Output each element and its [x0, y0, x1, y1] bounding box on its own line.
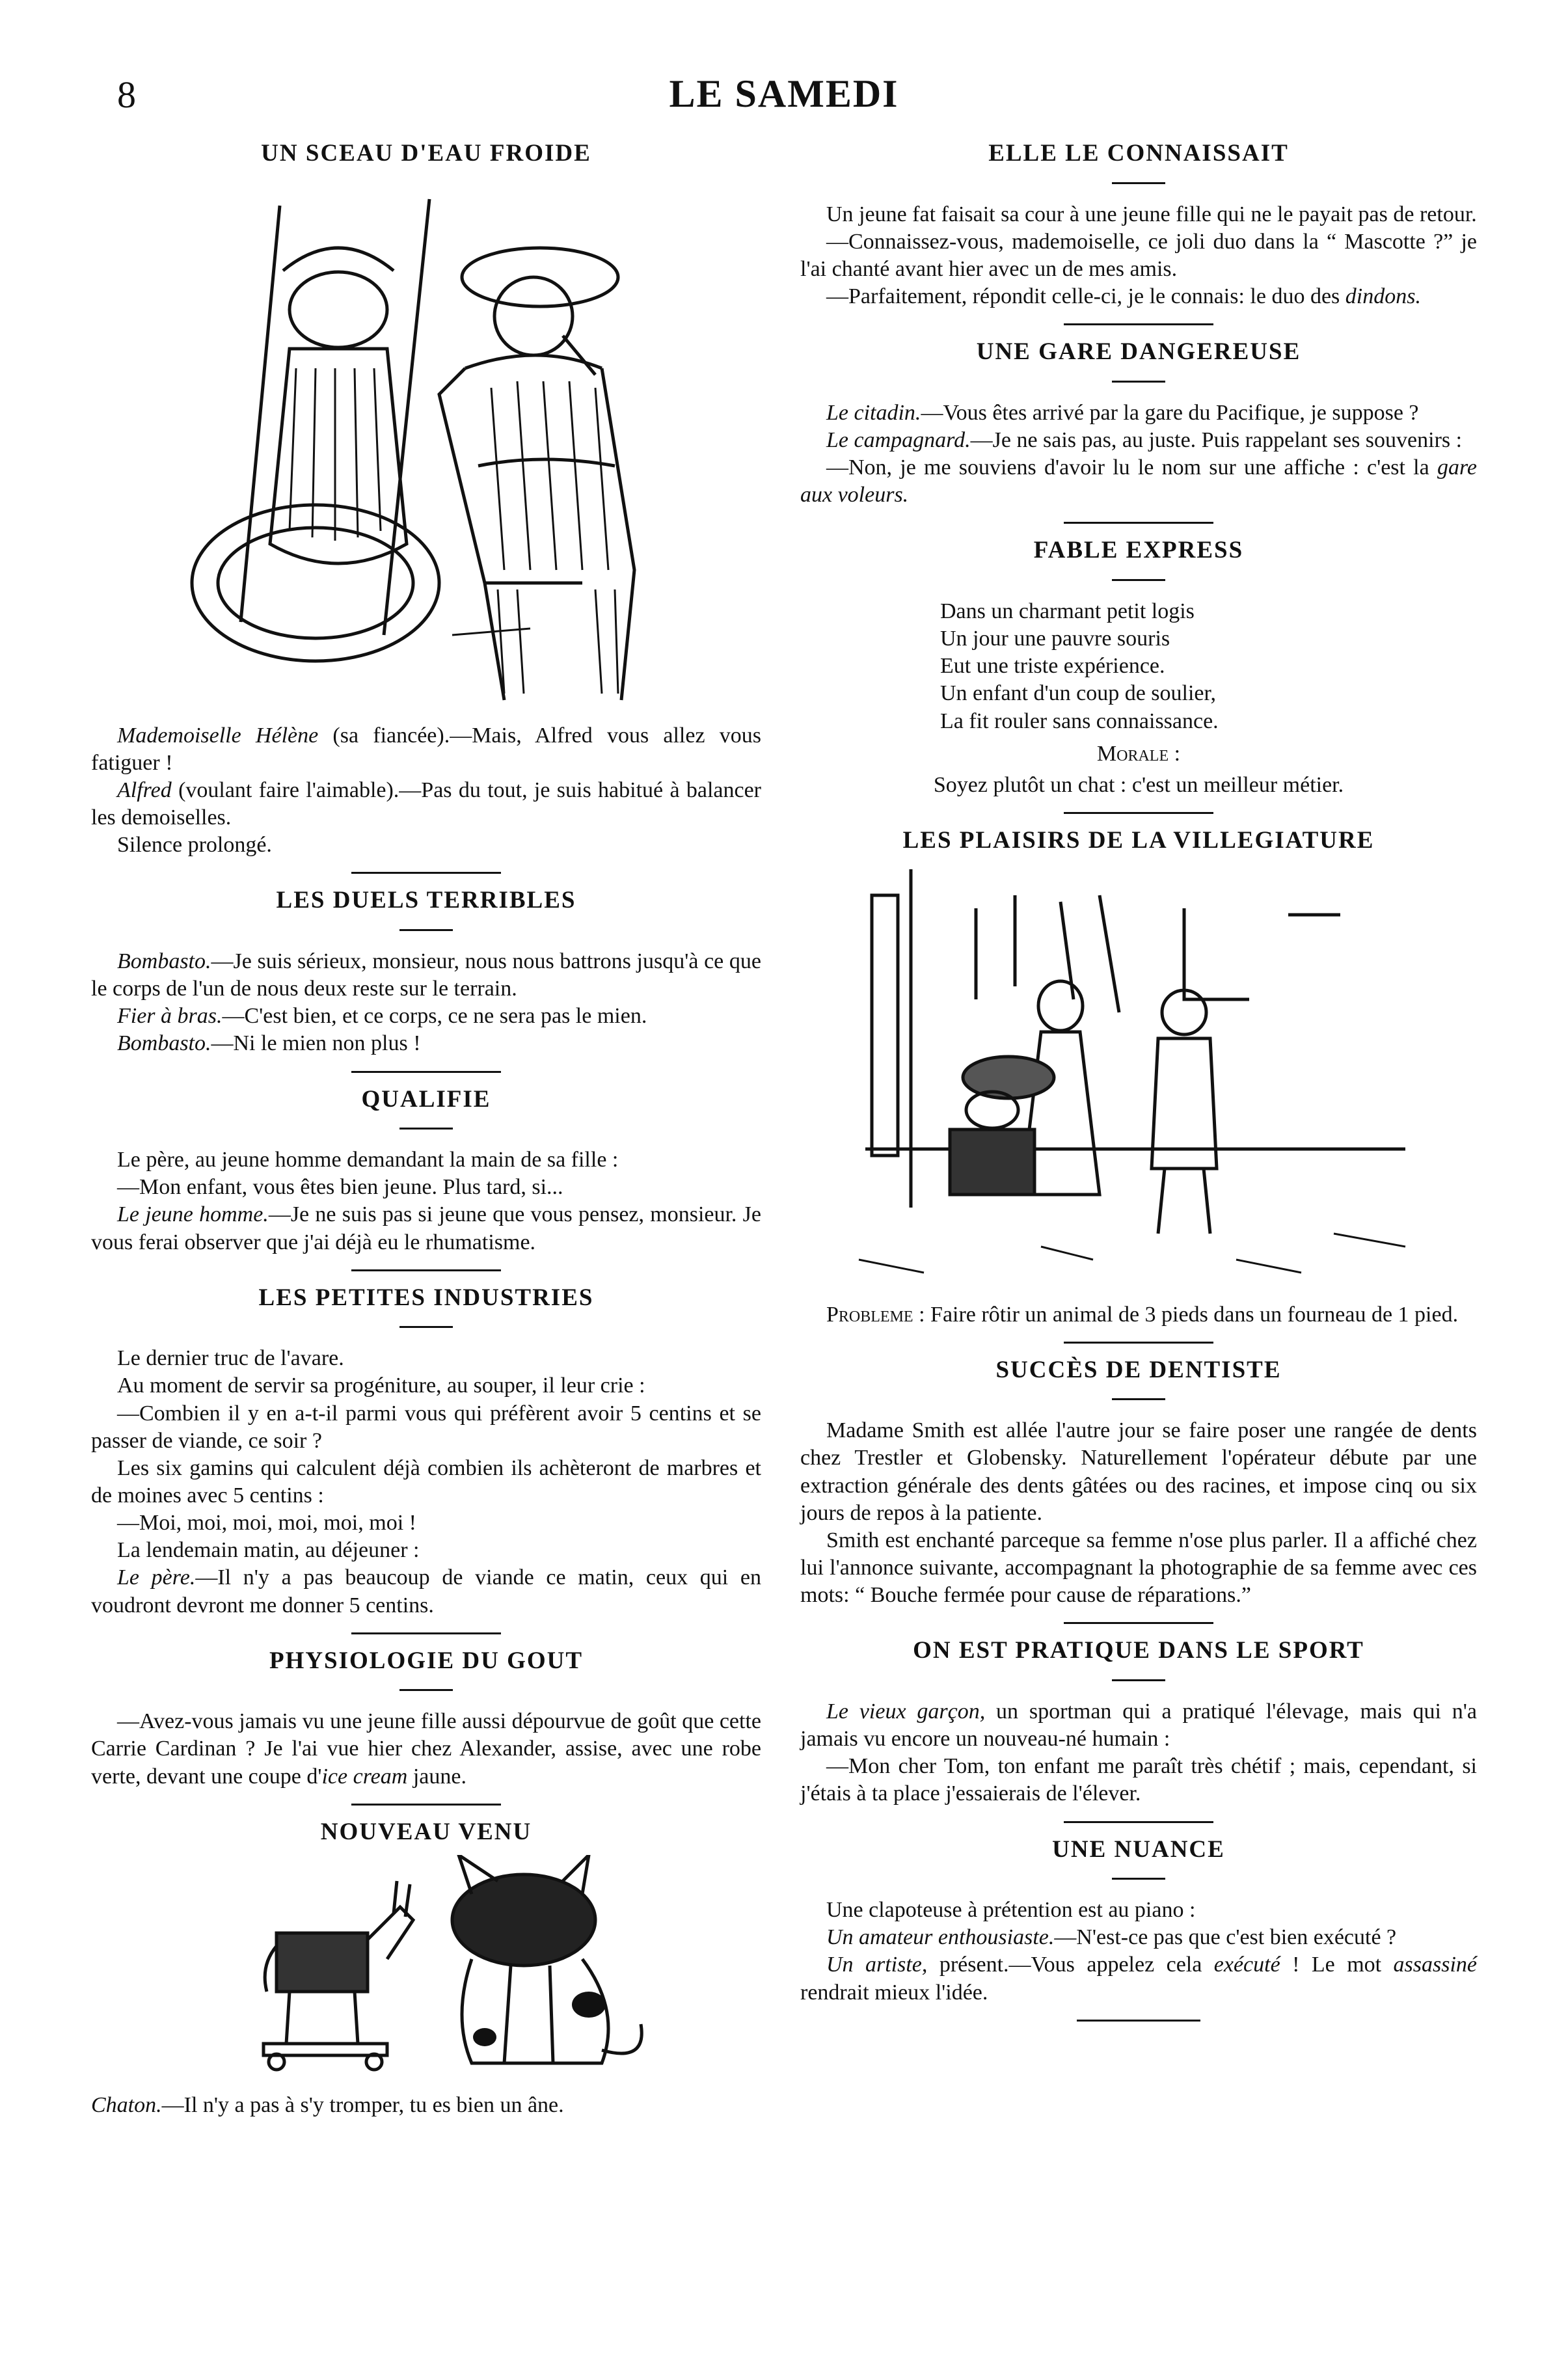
- section-separator: [1064, 1342, 1213, 1344]
- title-rule: [1112, 1878, 1165, 1880]
- dialogue-line: —Connaissez-vous, mademoiselle, ce joli duo dans la “ Mascotte ?” je l'ai chanté avant hier avec un de mes amis.: [800, 229, 1477, 281]
- section-title: QUALIFIE: [361, 1085, 491, 1113]
- caption: Probleme : Faire rôtir un animal de 3 pieds dans un fourneau de 1 pied.: [826, 1302, 1459, 1327]
- kitchen-illustration: [800, 869, 1477, 1292]
- section-title: SUCCÈS DE DENTISTE: [995, 1356, 1282, 1383]
- section-title: ON EST PRATIQUE DANS LE SPORT: [913, 1637, 1364, 1664]
- section-separator: [1064, 1622, 1213, 1624]
- narration-line: Les six gamins qui calculent déjà combien ils achèteront de marbres et de moines avec 5 centins :: [91, 1455, 761, 1508]
- narration-line: Silence prolongé.: [117, 833, 272, 858]
- dialogue-line: Alfred (voulant faire l'aimable).—Pas du tout, je suis habitué à balancer les demoiselles.: [91, 778, 761, 830]
- kitchen-drawing: [846, 869, 1431, 1292]
- dialogue-line: Le jeune homme.—Je ne suis pas si jeune que vous pensez, monsieur. Je vous ferai observer que j'ai déjà eu le rhumatisme.: [91, 1202, 761, 1254]
- morale-text: Soyez plutôt un chat : c'est un meilleur métier.: [933, 772, 1344, 797]
- verse-line: Eut une triste expérience.: [940, 654, 1165, 679]
- title-rule: [399, 1326, 453, 1328]
- dialogue-line: Bombasto.—Ni le mien non plus !: [117, 1031, 421, 1056]
- section-separator: [351, 1804, 501, 1806]
- title-rule: [1112, 381, 1165, 383]
- title-rule: [1112, 182, 1165, 184]
- verse-line: Dans un charmant petit logis: [940, 599, 1195, 623]
- fable-verses: [940, 598, 1477, 735]
- section-separator: [351, 1632, 501, 1634]
- dialogue-line: Fier à bras.—C'est bien, et ce corps, ce ne sera pas le mien.: [117, 1004, 647, 1029]
- narration-line: Smith est enchanté parceque sa femme n'ose plus parler. Il a affiché chez lui l'annonce suivante, accompagnant la photographie de sa femme avec ces mots: “ Bouche fermée pour cause de réparations.”: [800, 1528, 1477, 1608]
- dialogue-line: Bombasto.—Je suis sérieux, monsieur, nous nous battrons jusqu'à ce que le corps de l'un de nous deux reste sur le terrain.: [91, 949, 761, 1001]
- title-rule: [1112, 579, 1165, 581]
- dialogue-line: Un amateur enthousiaste.—N'est-ce pas que c'est bien exécuté ?: [826, 1925, 1397, 1950]
- swing-illustration: [91, 180, 761, 713]
- dialogue-line: Le père.—Il n'y a pas beaucoup de viande ce matin, ceux qui en voudront devront me donner 5 centins.: [91, 1565, 761, 1617]
- caption: Chaton.—Il n'y a pas à s'y tromper, tu es bien un âne.: [91, 2093, 564, 2118]
- section-title: LES PLAISIRS DE LA VILLEGIATURE: [902, 826, 1375, 854]
- donkey-cat-drawing: [198, 1855, 654, 2083]
- page-number: 8: [117, 74, 136, 116]
- section-separator: [351, 872, 501, 874]
- section-separator: [1064, 1821, 1213, 1823]
- section-title: UN SCEAU D'EAU FROIDE: [261, 140, 591, 167]
- section-separator: [1064, 812, 1213, 814]
- section-title: UNE NUANCE: [1052, 1835, 1225, 1863]
- dialogue-line: —Mon enfant, vous êtes bien jeune. Plus tard, si...: [117, 1175, 563, 1200]
- dialogue-line: Un artiste, présent.—Vous appelez cela exécuté ! Le mot assassiné rendrait mieux l'idée.: [800, 1953, 1477, 2005]
- dialogue-line: —Non, je me souviens d'avoir lu le nom sur une affiche : c'est la gare aux voleurs.: [800, 455, 1477, 507]
- section-title: LES DUELS TERRIBLES: [276, 887, 576, 914]
- section-separator: [351, 1071, 501, 1073]
- dialogue-line: —Avez-vous jamais vu une jeune fille aussi dépourvue de goût que cette Carrie Cardinan ? Je l'ai vue hier chez Alexander, assise, avec une robe verte, devant une coupe d'ice cream jaune.: [91, 1709, 761, 1789]
- title-rule: [1112, 1679, 1165, 1681]
- section-title: FABLE EXPRESS: [1033, 537, 1244, 564]
- verse-line: Un jour une pauvre souris: [940, 627, 1170, 651]
- dialogue-line: —Moi, moi, moi, moi, moi, moi !: [117, 1511, 416, 1536]
- title-rule: [1112, 1398, 1165, 1400]
- donkey-cat-illustration: [91, 1855, 761, 2083]
- morale-label: Morale :: [1096, 741, 1181, 766]
- dialogue-line: Le campagnard.—Je ne sais pas, au juste. Puis rappelant ses souvenirs :: [826, 427, 1463, 452]
- right-column: [800, 140, 1477, 2035]
- narration-line: Le père, au jeune homme demandant la main de sa fille :: [117, 1148, 619, 1172]
- narration-line: Le dernier truc de l'avare.: [117, 1346, 344, 1371]
- title-rule: [399, 1689, 453, 1691]
- narration-line: Le vieux garçon, un sportman qui a pratiqué l'élevage, mais qui n'a jamais vu encore un nouveau-né humain :: [800, 1699, 1477, 1752]
- narration-line: Madame Smith est allée l'autre jour se faire poser une rangée de dents chez Trestler et Globensky. Naturellement l'opérateur débute par une extraction générale des dents gâtées ou des racines, et impose cinq ou six jours de repos à la patiente.: [800, 1418, 1477, 1525]
- narration-line: Une clapoteuse à prétention est au piano :: [826, 1898, 1196, 1923]
- dialogue-line: —Mon cher Tom, ton enfant me paraît très chétif ; mais, cependant, si j'étais à ta place j'essaierais de l'élever.: [800, 1754, 1477, 1806]
- dialogue-line: Le citadin.—Vous êtes arrivé par la gare du Pacifique, je suppose ?: [826, 400, 1419, 425]
- narration-line: La lendemain matin, au déjeuner :: [117, 1538, 420, 1563]
- left-column: [91, 140, 761, 2120]
- section-title: LES PETITES INDUSTRIES: [258, 1284, 594, 1311]
- masthead: LE SAMEDI: [669, 72, 899, 115]
- section-separator: [1077, 2020, 1200, 2022]
- section-title: UNE GARE DANGEREUSE: [976, 338, 1301, 366]
- title-rule: [399, 1128, 453, 1130]
- section-separator: [351, 1269, 501, 1271]
- dialogue-line: Mademoiselle Hélène (sa fiancée).—Mais, Alfred vous allez vous fatiguer !: [91, 723, 761, 775]
- verse-line: Un enfant d'un coup de soulier,: [940, 681, 1216, 706]
- section-separator: [1064, 522, 1213, 524]
- narration-line: Au moment de servir sa progéniture, au souper, il leur crie :: [117, 1373, 645, 1398]
- section-title: NOUVEAU VENU: [320, 1818, 532, 1845]
- section-title: ELLE LE CONNAISSAIT: [988, 140, 1289, 167]
- section-separator: [1064, 323, 1213, 325]
- dialogue-line: —Combien il y en a-t-il parmi vous qui préfèrent avoir 5 centins et se passer de viande, ce soir ?: [91, 1401, 761, 1453]
- title-rule: [399, 929, 453, 931]
- verse-line: La fit rouler sans connaissance.: [940, 709, 1219, 733]
- narration-line: Un jeune fat faisait sa cour à une jeune fille qui ne le payait pas de retour.: [826, 202, 1477, 226]
- section-title: PHYSIOLOGIE DU GOUT: [269, 1647, 584, 1674]
- swing-drawing: [179, 180, 673, 713]
- dialogue-line: —Parfaitement, répondit celle-ci, je le connais: le duo des dindons.: [826, 284, 1421, 309]
